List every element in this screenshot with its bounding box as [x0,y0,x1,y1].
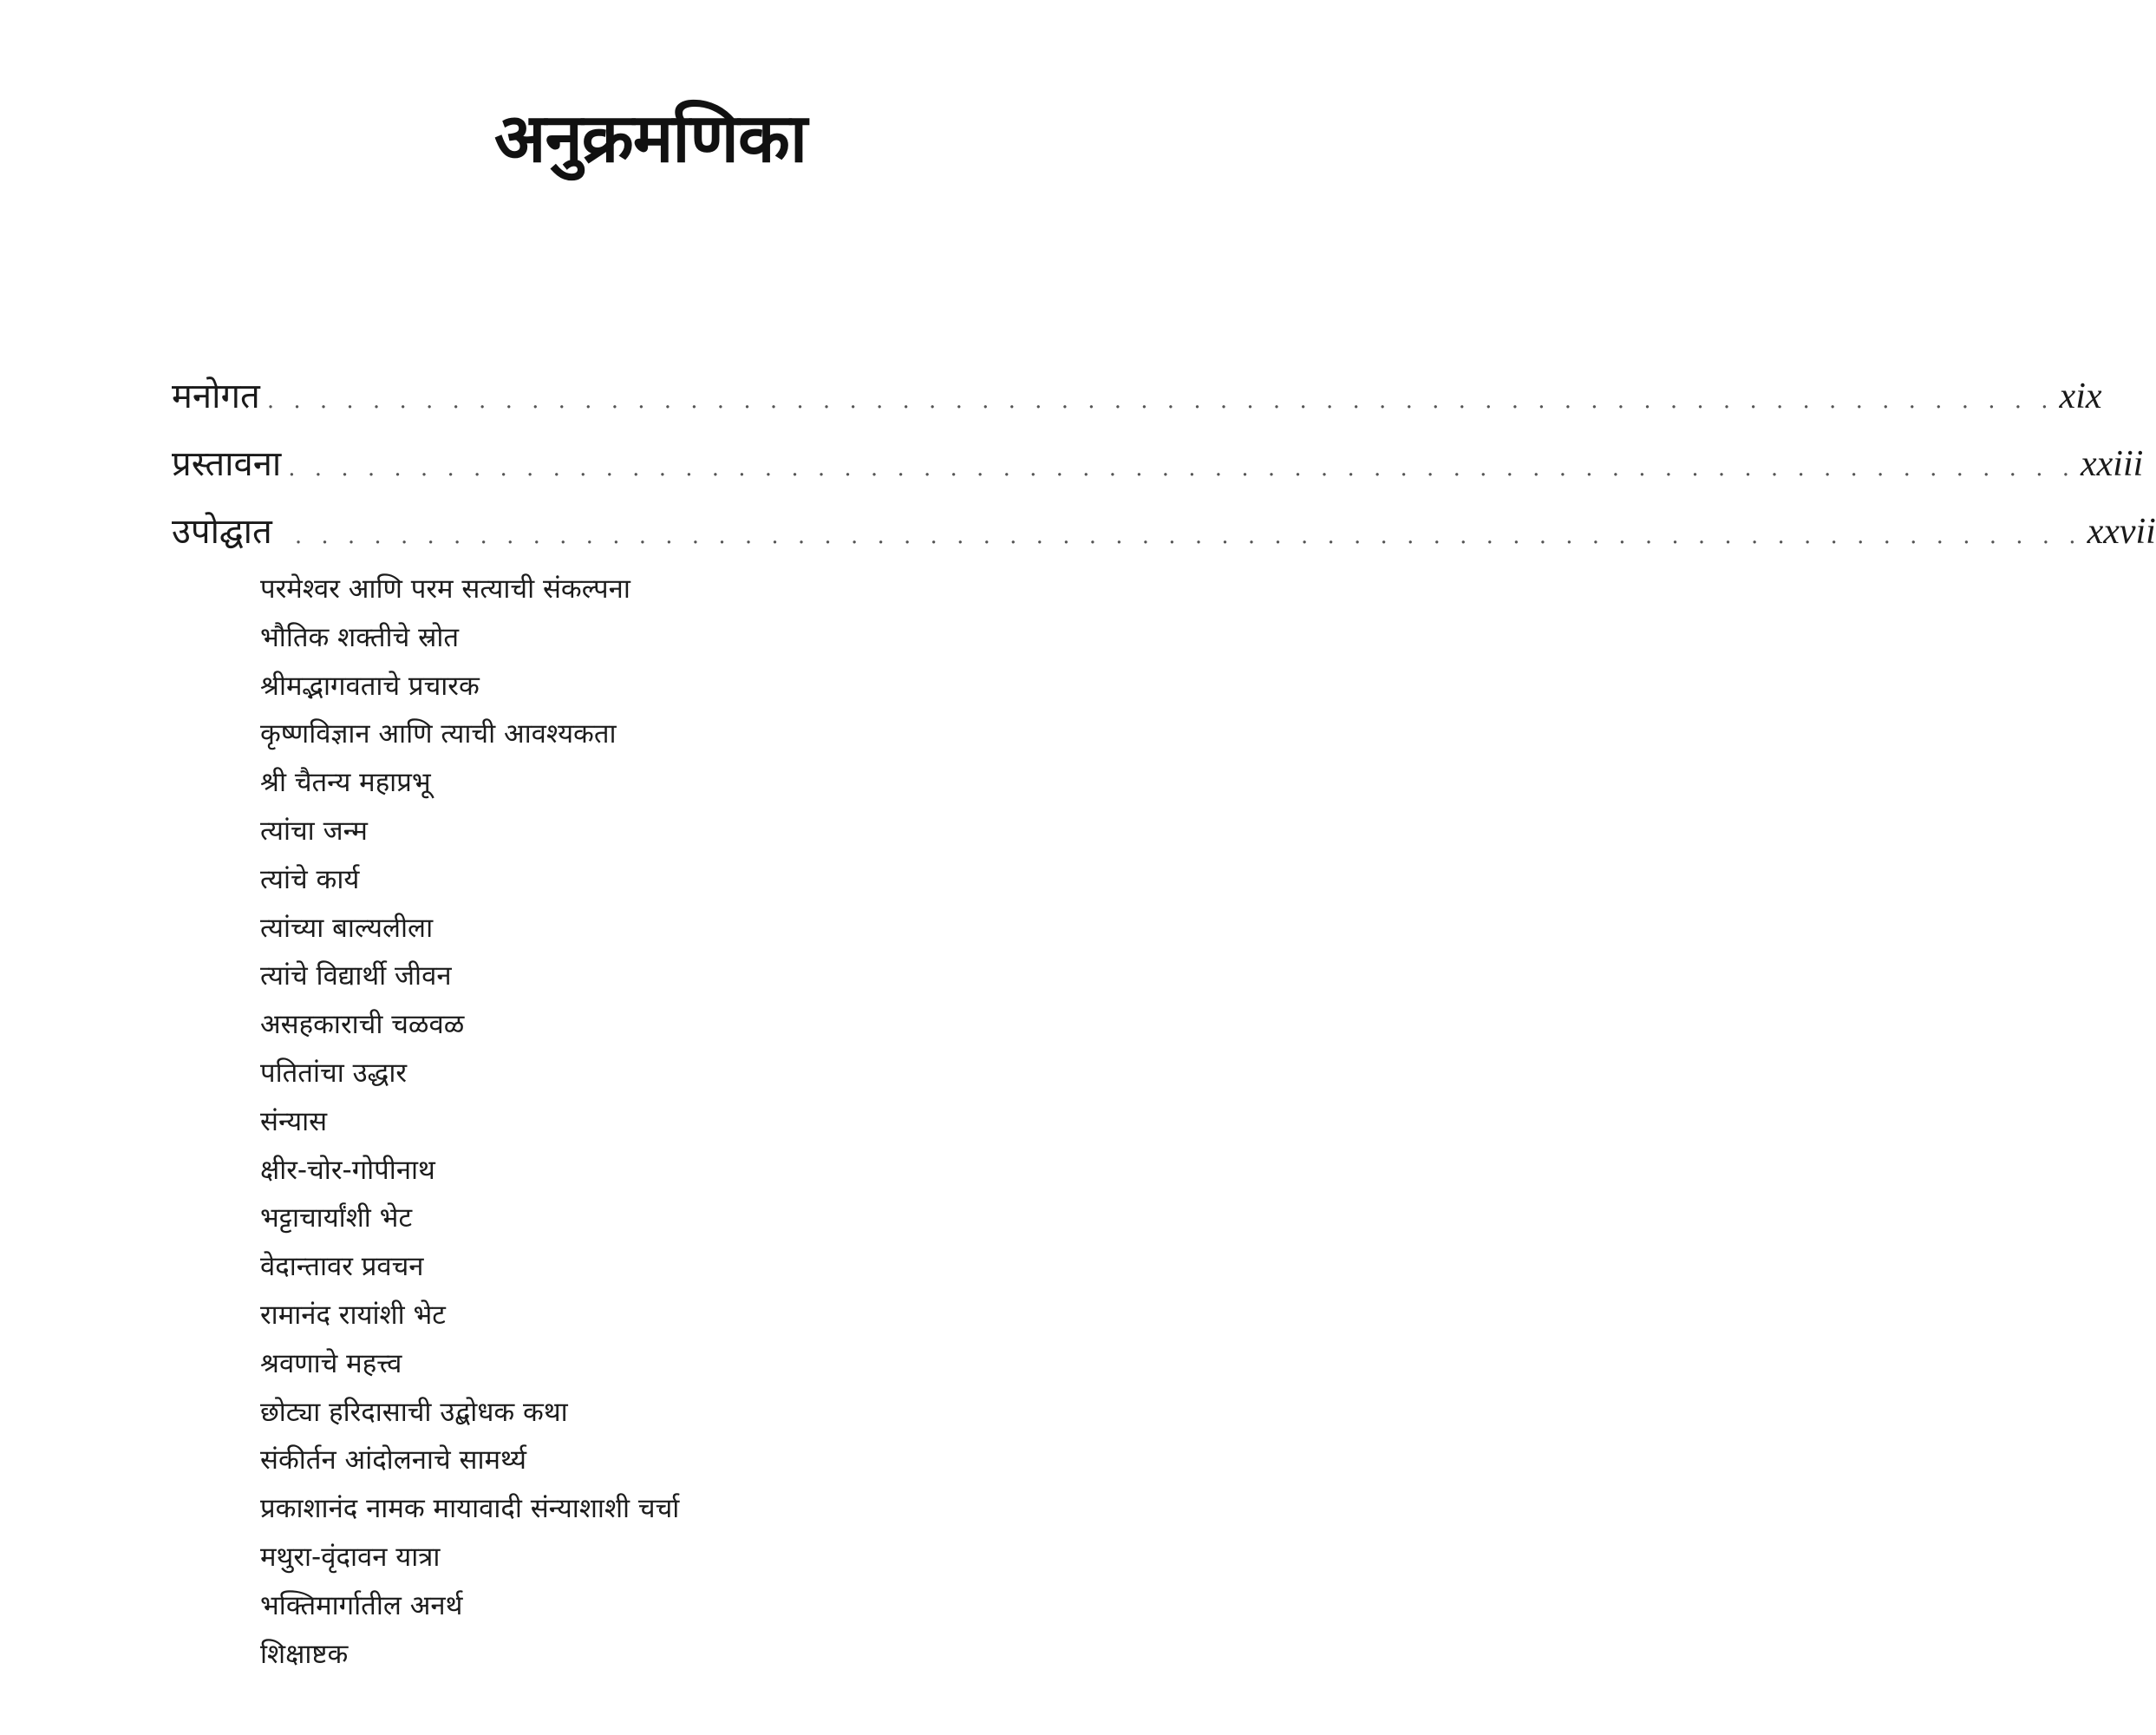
toc-subentry: श्री चैतन्य महाप्रभू [260,767,431,799]
toc-entry-page: xix [2059,376,2102,416]
toc-subentry: मथुरा-वृंदावन यात्रा [260,1541,441,1573]
toc-subentry: वेदान्तावर प्रवचन [260,1251,424,1283]
toc-entry-page: xxiii [2081,444,2144,484]
toc-subentry: प्रकाशानंद नामक मायावादी संन्याशाशी चर्चा [260,1493,680,1525]
toc-subentry: श्रवणाचे महत्त्व [260,1347,402,1379]
toc-subentry: कृष्णविज्ञान आणि त्याची आवश्यकता [260,718,617,750]
dot-leader: . . . . . . . . . . . . . . . . . . . . . . . . . . . . . . . . . . . . . . . . . . . . . . . . . . . . . . . . . . . . . . . . . . . . [288,455,2076,481]
toc-subentry: भक्तिमार्गातील अनर्थ [260,1589,463,1621]
toc-subentry: भट्टाचार्यांशी भेट [260,1202,413,1234]
toc-subentry: श्रीमद्भागवताचे प्रचारक [260,670,480,702]
toc-subentry: त्यांचे कार्य [260,863,360,895]
toc-main-entries [172,363,2156,566]
toc-entry-label: मनोगत [172,376,260,416]
toc-subentry: त्यांचा जन्म [260,815,368,847]
toc-subentry: क्षीर-चोर-गोपीनाथ [260,1154,435,1186]
dot-leader: . . . . . . . . . . . . . . . . . . . . . . . . . . . . . . . . . . . . . . . . . . . . . . . . . . . . . . . . . . . . . . . . . . . . [294,523,2082,549]
page-title: अनुक्रमणिका [493,100,807,178]
toc-entry-label: उपोद्घात [172,512,272,552]
toc-subentry: त्यांच्या बाल्यलीला [260,912,434,944]
toc-subentry: भौतिक शक्तीचे स्रोत [260,621,460,653]
toc-subentry: छोट्या हरिदासाची उद्बोधक कथा [260,1396,568,1428]
dot-leader: . . . . . . . . . . . . . . . . . . . . . . . . . . . . . . . . . . . . . . . . . . . . . . . . . . . . . . . . . . . . . . . . . . . . [266,388,2055,414]
toc-entry [172,498,2156,566]
toc-sub-entries [260,566,1127,1679]
toc-subentry: पतितांचा उद्धार [260,1057,408,1089]
toc-entry [172,363,2102,430]
toc-subentry: परमेश्वर आणि परम सत्याची संकल्पना [260,573,630,605]
toc-subentry: संन्यास [260,1105,328,1137]
toc-entry-label: प्रस्तावना [172,444,282,484]
toc-subentry: रामानंद रायांशी भेट [260,1299,446,1331]
toc-entry-page: xxvii [2087,512,2156,552]
toc-entry [172,430,2144,498]
toc-subentry: असहकाराची चळवळ [260,1009,465,1041]
toc-subentry: शिक्षाष्टक [260,1638,349,1670]
toc-subentry: त्यांचे विद्यार्थी जीवन [260,960,452,992]
toc-subentry: संकीर्तन आंदोलनाचे सामर्थ्य [260,1444,526,1476]
